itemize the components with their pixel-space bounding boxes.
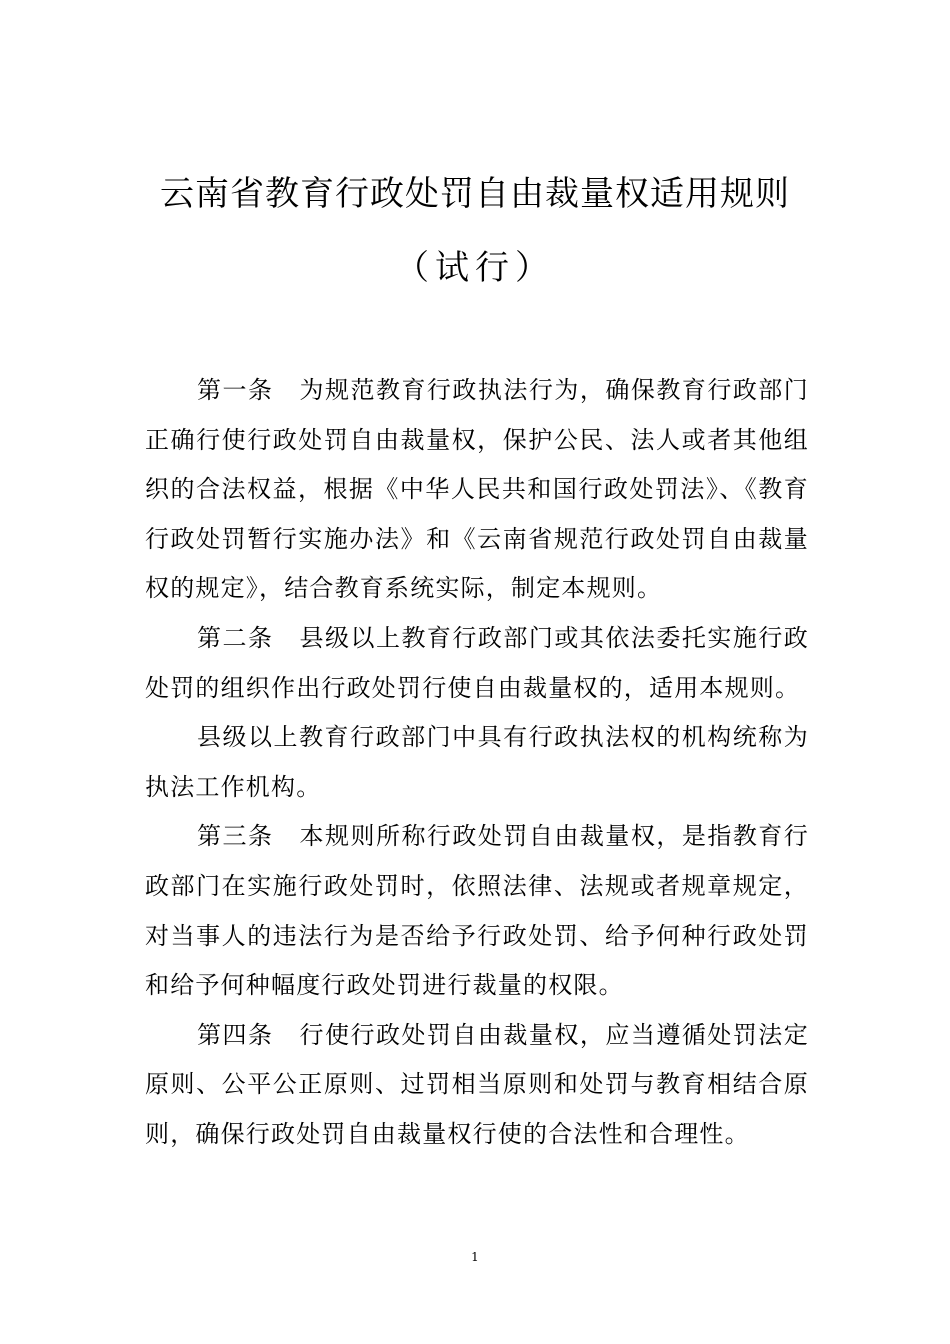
- article-number: 第二条: [197, 623, 274, 652]
- article-number: 第四条: [197, 1020, 274, 1049]
- article-paragraph: [145, 366, 809, 614]
- document-body: [145, 366, 809, 1160]
- article-paragraph: [145, 614, 809, 713]
- article-paragraph: [145, 713, 809, 812]
- article-text: 为规范教育行政执法行为，确保教育行政部门正确行使行政处罚自由裁量权，保护公民、法人或者其他组织的合法权益，根据《中华人民共和国行政处罚法》、《教育行政处罚暂行实施办法》和《云南省规范行政处罚自由裁量权的规定》，结合教育系统实际，制定本规则。: [145, 376, 810, 603]
- article-paragraph: [145, 812, 809, 1010]
- article-number: 第三条: [197, 822, 274, 851]
- article-text: 行使行政处罚自由裁量权，应当遵循处罚法定原则、公平公正原则、过罚相当原则和处罚与教育相结合原则，确保行政处罚自由裁量权行使的合法性和合理性。: [145, 1020, 810, 1148]
- article-text: 县级以上教育行政部门中具有行政执法权的机构统称为执法工作机构。: [145, 723, 809, 801]
- document-subtitle: （试行）: [395, 248, 555, 288]
- article-paragraph: [145, 1011, 809, 1160]
- article-number: 第一条: [197, 376, 274, 404]
- article-text: 本规则所称行政处罚自由裁量权，是指教育行政部门在实施行政处罚时，依照法律、法规或者规章规定，对当事人的违法行为是否给予行政处罚、给予何种行政处罚和给予何种幅度行政处罚进行裁量的权限。: [145, 822, 810, 1000]
- article-text: 县级以上教育行政部门或其依法委托实施行政处罚的组织作出行政处罚行使自由裁量权的，适用本规则。: [145, 623, 810, 702]
- page-number: 1: [471, 1250, 479, 1264]
- document-title: 云南省教育行政处罚自由裁量权适用规则: [160, 174, 790, 214]
